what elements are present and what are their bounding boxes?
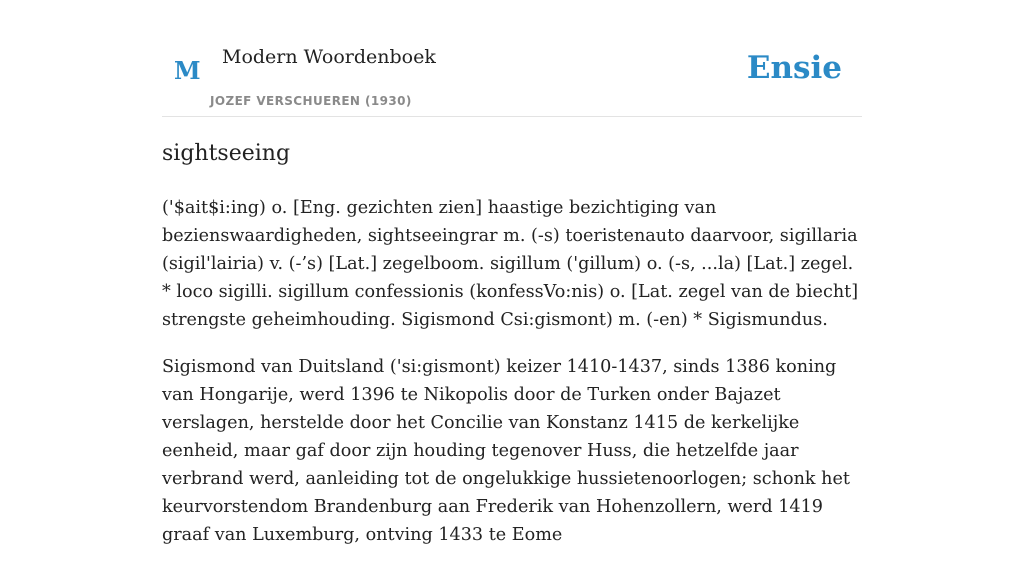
- author-label: JOZEF VERSCHUEREN (1930): [210, 94, 412, 108]
- book-title-link[interactable]: Modern Woordenboek: [222, 46, 436, 68]
- ensie-logo-link[interactable]: Ensie: [746, 50, 842, 86]
- entry-paragraph: ('$ait$i:ing) o. [Eng. gezichten zien] haastige bezichtiging van bezienswaardigheden, sightseeingrar m. (-s) toeristenauto daarvoor, sigillaria (sigil'lairia) v. (-’s) [Lat.] zegelboom. sigillum ('gillum) o. (-s, ...la) [Lat.] zegel. * loco sigilli. sigillum confessionis (konfessVo:nis) o. [Lat. zegel van de biecht] strengste geheimhouding. Sigismond Csi:gismont) m. (-en) * Sigismundus.: [162, 198, 859, 330]
- entry-paragraph: Sigismond van Duitsland ('si:gismont) keizer 1410-1437, sinds 1386 koning van Hongarije, werd 1396 te Nikopolis door de Turken onder Bajazet verslagen, herstelde door het Concilie van Konstanz 1415 de kerkelijke eenheid, maar gaf door zijn houding tegenover Huss, die hetzelfde jaar verbrand werd, aanleiding tot de ongelukkige hussietenoorlogen; schonk het keurvorstendom Brandenburg aan Frederik van Hohenzollern, werd 1419 graaf van Luxemburg, ontving 1433 te Eome: [162, 357, 850, 545]
- book-logo-icon[interactable]: M: [174, 56, 201, 85]
- entry-content: [162, 138, 862, 568]
- entry-headword: sightseeing: [162, 141, 291, 166]
- site-header: [162, 0, 862, 117]
